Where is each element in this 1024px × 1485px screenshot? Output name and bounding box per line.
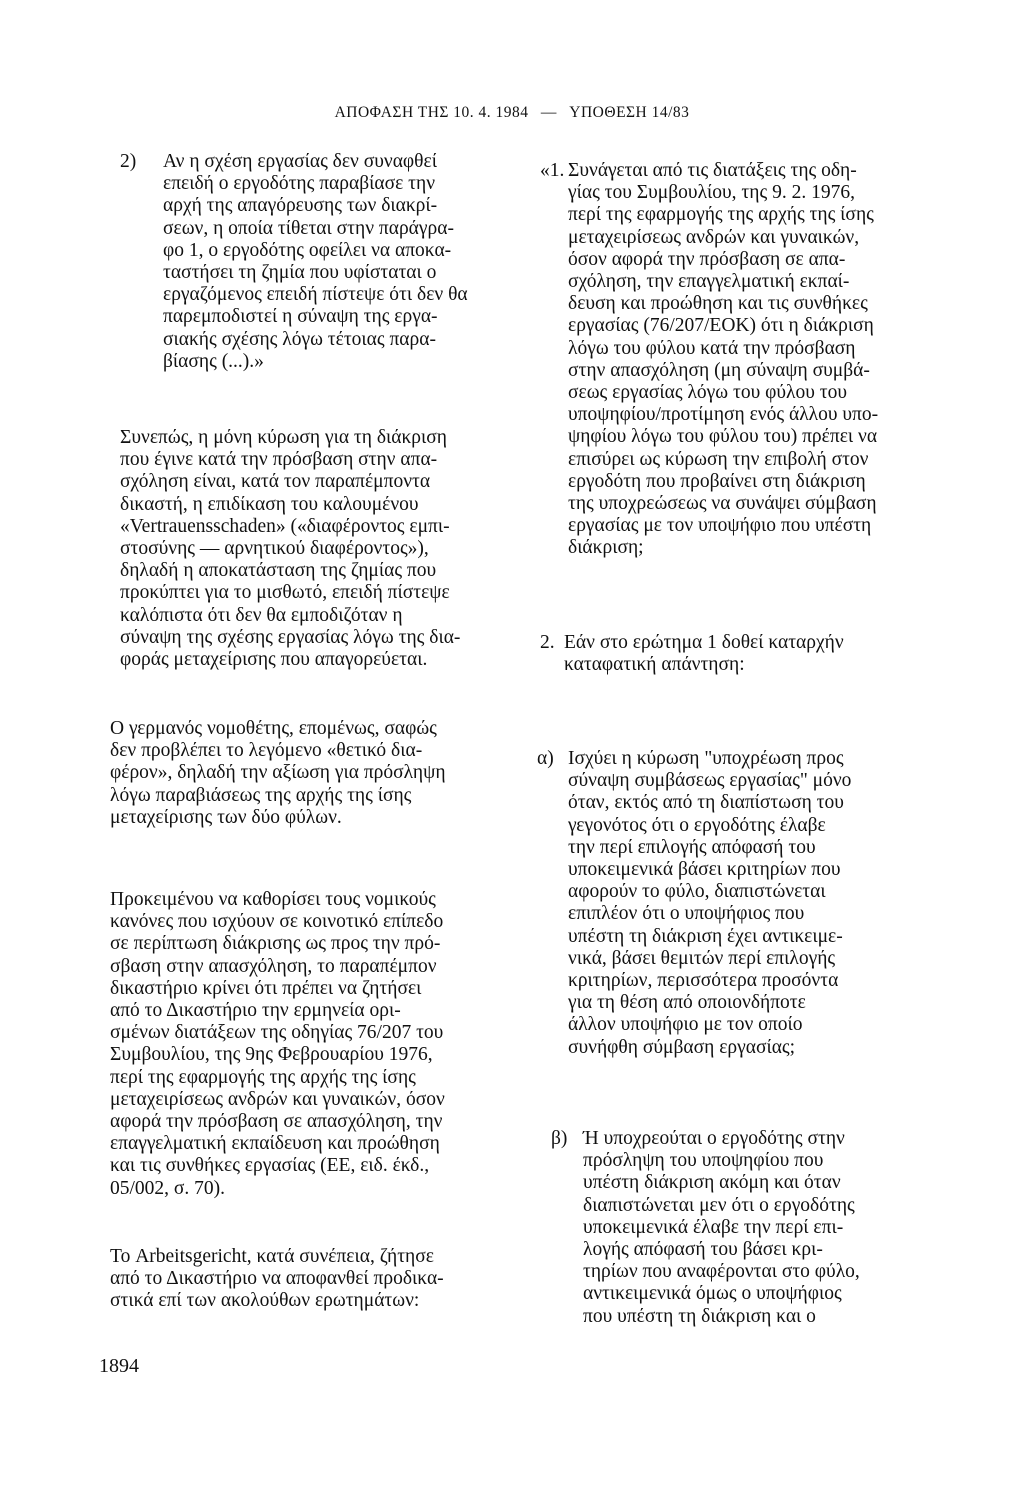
text-line: σχόληση, την επαγγελματική εκπαί- [568, 271, 850, 293]
text-line: καλόπιστα ότι δεν θα εμποδιζόταν η [120, 604, 403, 626]
text-line: υπέστη τη διάκριση έχει αντικειμε- [568, 925, 843, 947]
text-line: δευση και προώθηση και τις συνθήκες [568, 293, 868, 315]
text-line: που έγινε κατά την πρόσβαση στην απα- [120, 449, 438, 471]
text-line: Προκειμένου να καθορίσει τους νομικούς [110, 889, 436, 910]
text-line: γίας του Συμβουλίου, της 9. 2. 1976, [568, 182, 855, 204]
text-line: επαγγελματική εκπαίδευση και προώθηση [110, 1133, 440, 1155]
header-separator: — [540, 104, 557, 121]
text-line: Ο γερμανός νομοθέτης, επομένως, σαφώς [110, 718, 437, 739]
text-line: σιακής σχέσης λόγω τέτοιας παρα- [163, 328, 436, 350]
text-line: λογής απόφασή του βάσει κρι- [583, 1239, 823, 1261]
text-line: καταφατική απάντηση: [564, 654, 745, 676]
text-line: σύναψη της σχέσης εργασίας λόγω της δια- [120, 626, 461, 648]
text-line: στοσύνης — αρνητικού διαφέροντος»), [120, 538, 429, 560]
text-line: αρχή της απαγόρευσης των διακρί- [163, 195, 438, 217]
text-line: μεταχειρίσεως ανδρών και γυναικών, [568, 226, 860, 248]
text-line: σεως εργασίας λόγω του φύλου του [568, 382, 847, 404]
text-line: σεων, η οποία τίθεται στην παράγρα- [163, 217, 454, 239]
text-line: υποψηφίου/προτίμηση ενός άλλου υπο- [568, 404, 879, 426]
question-2b-number: β) [551, 1128, 568, 1149]
text-line: δικαστή, η επιδίκαση του καλουμένου [120, 493, 419, 515]
text-line: ψηφίου λόγω του φύλου του) πρέπει να [568, 426, 878, 448]
quoted-paragraph-2 [163, 151, 512, 373]
text-line: εργασίας με τον υποψήφιο που υπέστη [568, 515, 872, 537]
text-line: την περί επιλογής απόφασή του [568, 836, 816, 858]
text-line: επισύρει ως κύρωση την επιβολή στον [568, 448, 869, 470]
text-line: λόγω παραβιάσεως της αρχής της ίσης [110, 784, 412, 806]
paragraph-referring-court [110, 889, 511, 1200]
header-decision-date: ΑΠΟΦΑΣΗ ΤΗΣ 10. 4. 1984 [334, 104, 529, 121]
text-line: βίασης (...).» [163, 350, 264, 372]
text-line: άλλον υποψήφιο με τον οποίο [568, 1014, 803, 1036]
text-line: αφορούν το φύλο, διαπιστώνεται [568, 881, 826, 903]
text-line: σβαση στην απασχόληση, το παραπέμπον [110, 955, 437, 977]
text-line: μεταχειρίσεως ανδρών και γυναικών, όσον [110, 1088, 445, 1110]
question-2 [564, 632, 913, 676]
text-line: εργαζόμενος επειδή πίστεψε ότι δεν θα [163, 284, 468, 306]
text-line: εργασίας (76/207/ΕΟΚ) ότι η διάκριση [568, 315, 874, 337]
header-case-number: ΥΠΟΘΕΣΗ 14/83 [569, 104, 690, 121]
text-line: επειδή ο εργοδότης παραβίασε την [163, 173, 436, 195]
text-line: διάκριση; [568, 537, 644, 559]
text-line: κριτηρίων, περισσότερα προσόντα [568, 970, 839, 992]
question-1-number: «1. [540, 160, 565, 181]
text-line: από το Δικαστήριο την ερμηνεία ορι- [110, 1000, 401, 1022]
text-line: και τις συνθήκες εργασίας (ΕΕ, ειδ. έκδ., [110, 1155, 430, 1177]
text-line: πρόσληψη του υποψηφίου που [583, 1150, 824, 1172]
text-line: υπέστη διάκριση ακόμη και όταν [583, 1172, 841, 1194]
text-line: Συμβουλίου, της 9ης Φεβρουαρίου 1976, [110, 1044, 433, 1066]
text-line: από το Δικαστήριο να αποφανθεί προδικα- [110, 1268, 444, 1290]
question-2-number: 2. [540, 632, 555, 653]
text-line: ταστήσει τη ζημία που υφίσταται ο [163, 262, 437, 284]
text-line: διαπιστώνεται μεν ότι ο εργοδότης [583, 1194, 855, 1216]
text-line: «Vertrauensschaden» («διαφέροντος εμπι- [120, 515, 450, 537]
text-line: Ισχύει η κύρωση "υποχρέωση προς [568, 748, 844, 769]
text-line: λόγω του φύλου κατά την πρόσβαση [568, 337, 856, 359]
running-header [0, 104, 1024, 122]
text-line: δικαστήριο κρίνει ότι πρέπει να ζητήσει [110, 977, 422, 999]
page-number: 1894 [99, 1355, 139, 1377]
text-line: Συνάγεται από τις διατάξεις της οδη- [568, 160, 857, 181]
text-line: σύναψη συμβάσεως εργασίας" μόνο [568, 770, 852, 792]
text-line: αφορά την πρόσβαση σε απασχόληση, την [110, 1111, 443, 1133]
text-line: δεν προβλέπει το λεγόμενο «θετικό δια- [110, 740, 423, 762]
text-line: στικά επί των ακολούθων ερωτημάτων: [110, 1290, 420, 1312]
text-line: γεγονότος ότι ο εργοδότης έλαβε [568, 814, 826, 836]
text-line: φέρον», δηλαδή την αξίωση για πρόσληψη [110, 762, 446, 784]
text-line: παρεμποδιστεί η σύναψη της εργα- [163, 306, 438, 328]
text-line: Αν η σχέση εργασίας δεν συναφθεί [163, 151, 437, 172]
question-2a [568, 748, 913, 1059]
text-line: σε περίπτωση διάκρισης ως προς την πρό- [110, 933, 441, 955]
text-line: συνήφθη σύμβαση εργασίας; [568, 1036, 796, 1058]
text-line: φοράς μεταχείρισης που απαγορεύεται. [120, 649, 428, 671]
text-line: φο 1, ο εργοδότης οφείλει να αποκα- [163, 239, 452, 261]
text-line: μεταχείρισης των δύο φύλων. [110, 806, 342, 828]
text-line: αντικειμενικά όμως ο υποψήφιος [583, 1283, 842, 1305]
text-line: περί της εφαρμογής της αρχής της ίσης [110, 1066, 416, 1088]
text-line: επιπλέον ότι ο υποψήφιος που [568, 903, 805, 925]
text-line: εργοδότη που προβαίνει στη διάκριση [568, 470, 866, 492]
question-2b [583, 1128, 913, 1328]
text-line: υποκειμενικά βάσει κριτηρίων που [568, 859, 841, 881]
text-line: που υπέστη τη διάκριση και ο [583, 1305, 816, 1327]
text-line: σχόληση είναι, κατά τον παραπέμποντα [120, 471, 431, 493]
text-line: κανόνες που ισχύουν σε κοινοτικό επίπεδο [110, 911, 444, 933]
text-line: σμένων διατάξεων της οδηγίας 76/207 του [110, 1022, 444, 1044]
text-line: περί της εφαρμογής της αρχής της ίσης [568, 204, 874, 226]
text-line: Το Arbeitsgericht, κατά συνέπεια, ζήτησε [110, 1246, 434, 1267]
paragraph-consequently [120, 427, 511, 671]
text-line: όταν, εκτός από τη διαπίστωση του [568, 792, 844, 814]
paragraph-arbeitsgericht [110, 1246, 511, 1313]
paragraph-legislator [110, 718, 511, 829]
text-line: Εάν στο ερώτημα 1 δοθεί καταρχήν [564, 632, 844, 653]
text-line: νικά, βάσει θεμιτών περί επιλογής [568, 947, 836, 969]
text-line: υποκειμενικά έλαβε την περί επι- [583, 1216, 844, 1238]
text-line: όσον αφορά την πρόσβαση σε απα- [568, 248, 846, 270]
text-line: Ή υποχρεούται ο εργοδότης στην [583, 1128, 845, 1149]
text-line: Συνεπώς, η μόνη κύρωση για τη διάκριση [120, 427, 447, 448]
text-line: τηρίων που αναφέρονται στο φύλο, [583, 1261, 860, 1283]
text-line: προκύπτει για το μισθωτό, επειδή πίστεψε [120, 582, 450, 604]
text-line: στην απασχόληση (μη σύναψη συμβά- [568, 359, 870, 381]
question-1 [568, 160, 913, 560]
question-2a-number: α) [537, 748, 554, 769]
quote-paragraph-number: 2) [120, 151, 137, 172]
text-line: 05/002, σ. 70). [110, 1177, 226, 1199]
text-line: για τη θέση από οποιονδήποτε [568, 992, 806, 1014]
text-line: της υποχρεώσεως να συνάψει σύμβαση [568, 493, 877, 515]
text-line: δηλαδή η αποκατάσταση της ζημίας που [120, 560, 437, 582]
